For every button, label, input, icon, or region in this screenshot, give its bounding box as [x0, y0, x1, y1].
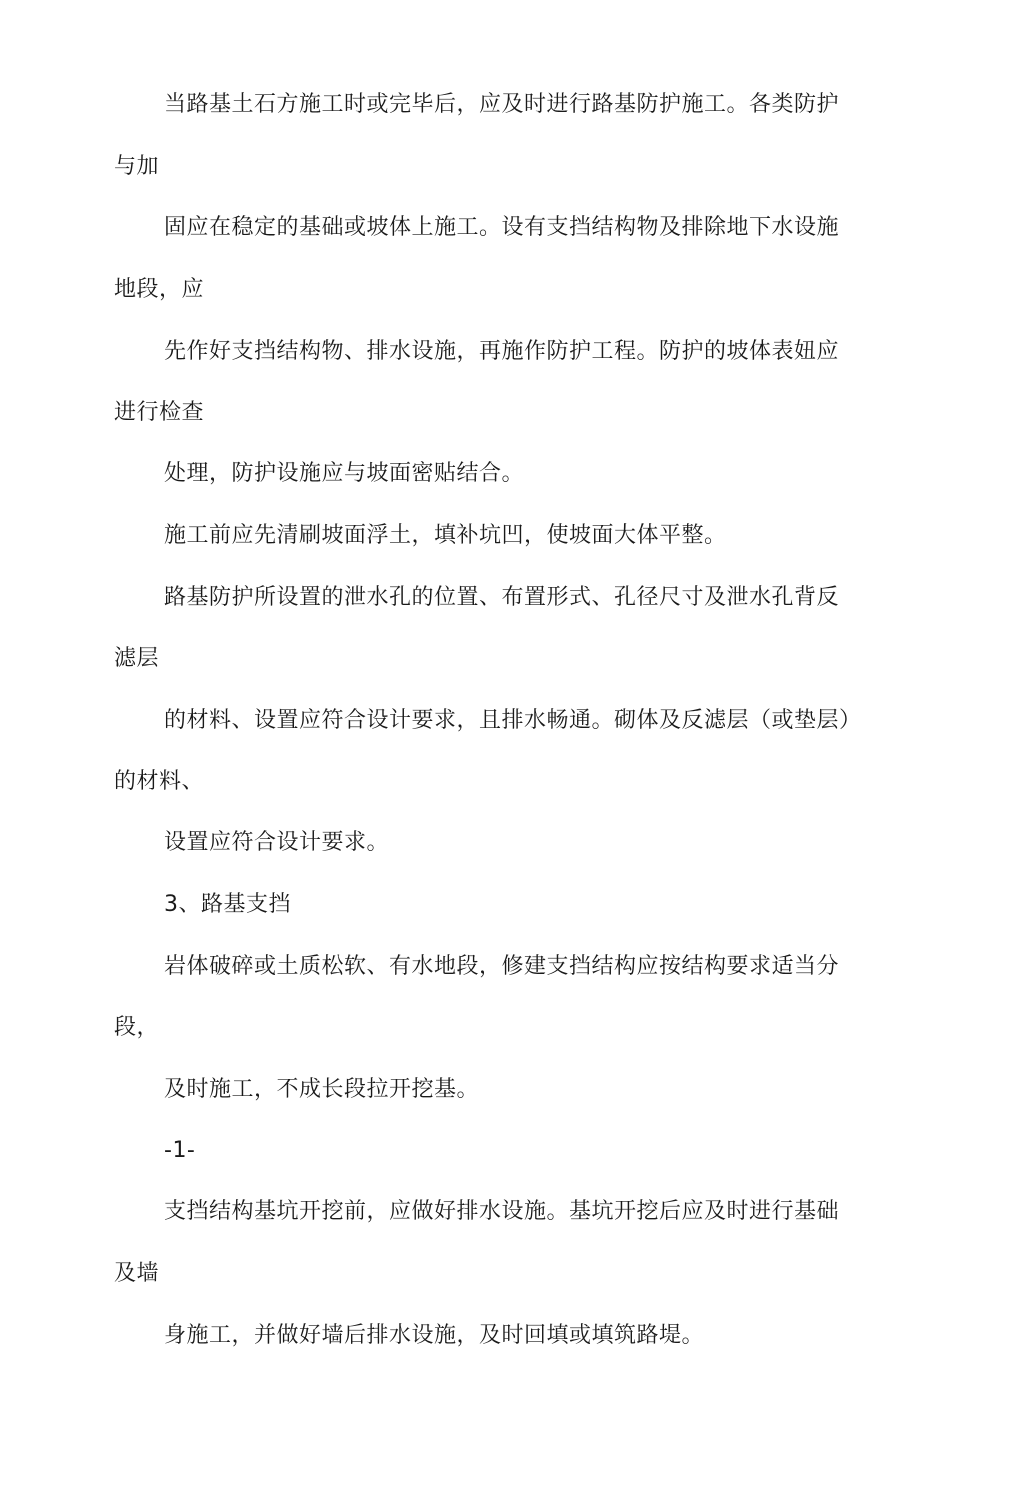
section-heading: 3、路基支挡 — [164, 892, 291, 917]
paragraph-line: 与加 — [114, 154, 160, 179]
paragraph-line: 及时施工，不成长段拉开挖基。 — [164, 1077, 480, 1102]
page-number: -1- — [164, 1138, 196, 1163]
paragraph-line: 当路基土石方施工时或完毕后，应及时进行路基防护施工。各类防护 — [164, 92, 840, 117]
paragraph-line: 进行检查 — [114, 400, 205, 425]
paragraph-line: 固应在稳定的基础或坡体上施工。设有支挡结构物及排除地下水设施 — [164, 215, 840, 240]
paragraph-line: 处理，防护设施应与坡面密贴结合。 — [164, 461, 525, 486]
paragraph-line: 的材料、设置应符合设计要求，且排水畅通。砌体及反滤层（或垫层） — [164, 708, 862, 733]
paragraph-line: 段， — [114, 1015, 160, 1040]
paragraph-line: 支挡结构基坑开挖前，应做好排水设施。基坑开挖后应及时进行基础 — [164, 1199, 840, 1224]
paragraph-line: 地段，应 — [114, 277, 205, 302]
paragraph-line: 及墙 — [114, 1261, 160, 1286]
paragraph-line: 身施工，并做好墙后排水设施，及时回填或填筑路堤。 — [164, 1323, 705, 1348]
paragraph-line: 路基防护所设置的泄水孔的位置、布置形式、孔径尺寸及泄水孔背反 — [164, 585, 840, 610]
paragraph-line: 的材料、 — [114, 769, 205, 794]
paragraph-line: 施工前应先清刷坡面浮土，填补坑凹，使坡面大体平整。 — [164, 523, 727, 548]
paragraph-line: 滤层 — [114, 646, 160, 671]
paragraph-line: 先作好支挡结构物、排水设施，再施作防护工程。防护的坡体表妞应 — [164, 339, 840, 364]
paragraph-line: 岩体破碎或土质松软、有水地段，修建支挡结构应按结构要求适当分 — [164, 954, 840, 979]
paragraph-line: 设置应符合设计要求。 — [164, 830, 390, 855]
